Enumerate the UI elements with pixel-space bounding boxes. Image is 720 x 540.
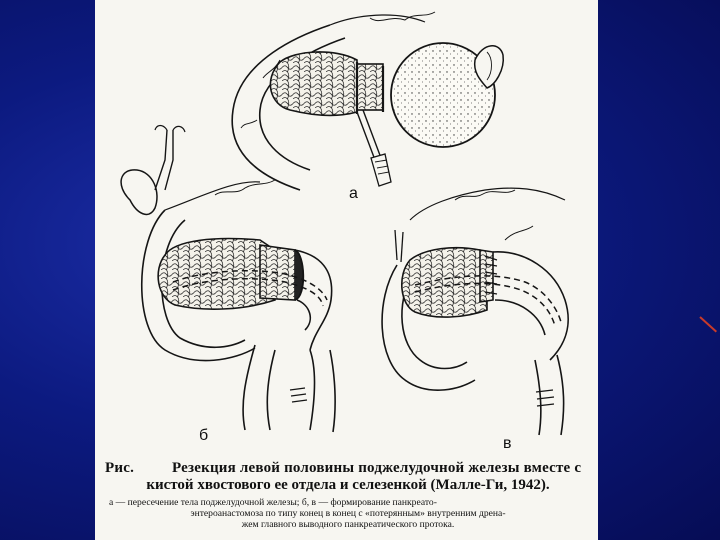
caption-title-line-2: кистой хвостового ее отдела и селезенкой (Малле-Ги, 1942).: [146, 477, 550, 493]
caption-note-line: а — пересечение тела поджелудочной железы; б, в — формирование панкреато-: [109, 497, 437, 508]
caption-note-line: энтероанастомоза по типу конец в конец с «потерянным» внутренним дрена-: [190, 508, 506, 519]
caption-notes: [105, 497, 591, 530]
slide-content: [95, 0, 598, 540]
surgical-illustration: [95, 0, 598, 452]
panel-b-drawing: [121, 126, 335, 433]
caption-prefix: Рис.: [105, 460, 135, 476]
figure-caption: [105, 460, 591, 530]
figure-label-a: а: [349, 185, 358, 202]
figure-label-v: в: [503, 435, 512, 452]
figure-label-b: б: [199, 427, 209, 444]
panel-a-drawing: [232, 12, 503, 190]
caption-note-line: жем главного выводного панкреатического протока.: [241, 519, 455, 530]
caption-title-1: Резекция левой половины поджелудочной железы вместе с: [172, 460, 582, 476]
caption-title-line-1: [105, 460, 591, 477]
panel-v-drawing: [382, 188, 568, 435]
